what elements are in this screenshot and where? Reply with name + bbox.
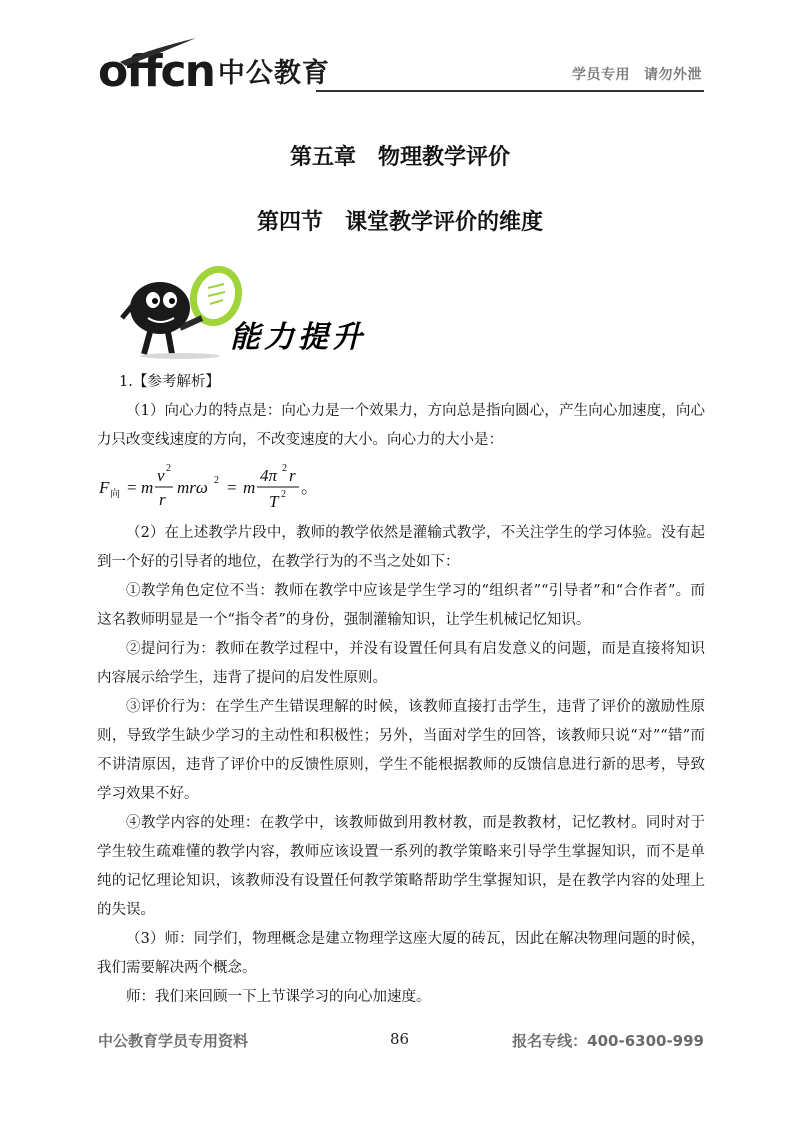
paragraph-7: （3）师：同学们，物理概念是建立物理学这座大厦的砖瓦，因此在解决物理问题的时候，我们需要解决两个概念。 bbox=[97, 931, 705, 976]
page-number: 86 bbox=[390, 1030, 410, 1048]
banner-title: 能力提升 bbox=[230, 320, 366, 355]
formula-end: 。 bbox=[301, 478, 318, 497]
formula-mr-omega: mrω bbox=[177, 478, 208, 497]
answer-heading: 1.【参考解析】 bbox=[119, 374, 220, 390]
paragraph-5: ③评价行为：在学生产生错误理解的时候，该教师直接打击学生，违背了评价的激励性原则，导致学生缺少学习的主动性和积极性；另外，当面对学生的回答，该教师只说“对”“错”而不讲清原因，违背了评价中的反馈性原则，学生不能根据教师的反馈信息进行新的思考，导致学习效果不好。 bbox=[97, 699, 705, 802]
formula-T: T bbox=[269, 492, 279, 511]
logo-chinese-text: 中公教育 bbox=[217, 58, 330, 89]
formula-r-2: r bbox=[289, 466, 296, 485]
page-footer bbox=[98, 1030, 704, 1054]
logo-swoosh-icon bbox=[118, 36, 198, 66]
footer-hotline: 报名专线：400-6300-999 bbox=[512, 1032, 704, 1050]
header-rule bbox=[316, 90, 704, 92]
paragraph-6: ④教学内容的处理：在教学中，该教师做到用教材教，而是教教材，记忆教材。同时对于学生较生疏难懂的教学内容，教师应该设置一系列的教学策略来引导学生掌握知识，而不是单纯的记忆理论知识，该教师没有设置任何教学策略帮助学生掌握知识，是在教学内容的处理上的失误。 bbox=[97, 815, 705, 918]
formula-svg bbox=[97, 457, 357, 515]
logo-latin-text: offcn bbox=[98, 46, 214, 97]
header-note bbox=[572, 64, 702, 84]
centripetal-force-formula bbox=[97, 457, 705, 515]
formula-pi-exp: 2 bbox=[282, 463, 287, 474]
formula-r-1: r bbox=[159, 490, 166, 509]
formula-m-1: m bbox=[141, 478, 154, 497]
chapter-title: 第五章 物理教学评价 bbox=[289, 145, 510, 170]
formula-eq-2: = bbox=[227, 478, 237, 497]
formula-omega-exp: 2 bbox=[214, 475, 219, 486]
paragraph-8: 师：我们来回顾一下上节课学习的向心加速度。 bbox=[126, 989, 431, 1005]
paragraph-2: （2）在上述教学片段中，教师的教学依然是灌输式教学，不关注学生的学习体验。没有起到一个好的引导者的地位，在教学行为的不当之处如下： bbox=[97, 525, 705, 570]
formula-eq-1: = bbox=[127, 478, 137, 497]
paragraph-4: ②提问行为：教师在教学过程中，并没有设置任何具有启发意义的问题，而是直接将知识内容展示给学生，违背了提问的启发性原则。 bbox=[97, 641, 705, 686]
formula-v-exp: 2 bbox=[166, 463, 171, 474]
formula-4pi: 4π bbox=[260, 466, 278, 485]
header-note-2: 请勿外泄 bbox=[644, 67, 702, 83]
formula-subscript: 向 bbox=[110, 489, 120, 500]
paragraph-1: （1）向心力的特点是：向心力是一个效果力，方向总是指向圆心，产生向心加速度，向心力只改变线速度的方向，不改变速度的大小。向心力的大小是： bbox=[97, 403, 705, 448]
document-body bbox=[97, 368, 705, 1012]
paragraph-3: ①教学角色定位不当：教师在教学中应该是学生学习的“组织者”“引导者”和“合作者”。而这名教师明显是一个“指令者”的身份，强制灌输知识，让学生机械记忆知识。 bbox=[97, 583, 705, 628]
formula-T-exp: 2 bbox=[281, 489, 286, 500]
footer-left-text: 中公教育学员专用资料 bbox=[98, 1032, 249, 1050]
page-header bbox=[0, 0, 800, 100]
formula-v: v bbox=[157, 466, 165, 485]
formula-F: F bbox=[99, 478, 110, 497]
formula-m-2: m bbox=[243, 478, 256, 497]
header-note-1: 学员专用 bbox=[572, 67, 630, 83]
section-title: 第四节 课堂教学评价的维度 bbox=[256, 210, 543, 235]
